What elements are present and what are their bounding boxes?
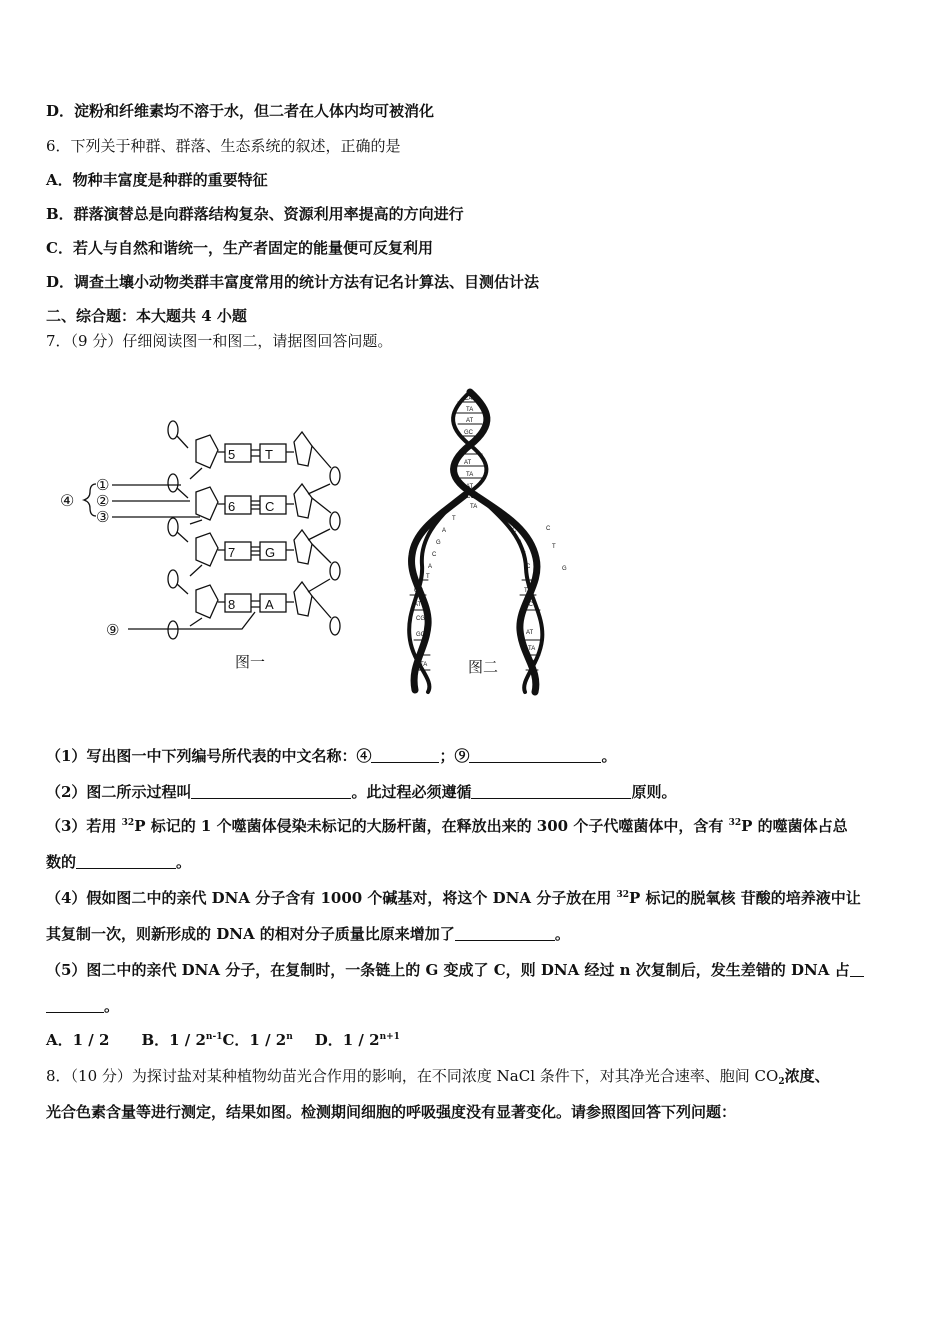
pair-label: TA	[524, 588, 532, 594]
subscript: 2	[778, 1077, 785, 1087]
option-6a: A．物种丰富度是种群的重要特征	[46, 171, 268, 189]
callout-1: ①	[96, 477, 110, 494]
pair-label: CG	[528, 660, 537, 666]
q7-part-2-end: 原则。	[631, 783, 677, 801]
answer-blank-mass[interactable]	[455, 926, 555, 941]
pair-label: C	[526, 564, 531, 570]
pair-label: TA	[420, 662, 428, 668]
pair-label: C	[546, 526, 551, 532]
answer-blank-4[interactable]	[371, 748, 439, 763]
nucleotide-number-7: 7	[228, 545, 236, 560]
pair-label: AT	[464, 460, 472, 466]
q7-part-5-options	[46, 1030, 400, 1050]
pair-label: CG	[416, 616, 425, 622]
question-7: 7．（9 分）仔细阅读图一和图二，请据图回答问题。	[46, 332, 393, 350]
pair-label: T	[452, 516, 456, 522]
pair-label: AT	[526, 630, 534, 636]
option-6c: C．若人与自然和谐统一，生产者固定的能量便可反复利用	[46, 239, 433, 257]
pair-label: TA	[466, 407, 474, 413]
pair-label: A	[428, 564, 433, 570]
nucleotide-number-8: 8	[228, 597, 236, 612]
callout-3: ③	[96, 509, 110, 526]
right-sugars	[294, 432, 312, 616]
answer-blank-error-cont[interactable]	[46, 998, 104, 1013]
option-a[interactable]: A．1 / 2	[46, 1031, 110, 1049]
pair-label: TA	[528, 646, 536, 652]
q7-part-5-cont	[46, 996, 119, 1016]
superscript: 32	[728, 818, 742, 828]
option-6b: B．群落演替总是向群落结构复杂、资源利用率提高的方向进行	[46, 205, 464, 223]
pair-label: GC	[524, 602, 533, 608]
base-label-t: T	[265, 447, 273, 462]
callout-2: ②	[96, 493, 110, 510]
pair-label: TA	[470, 504, 478, 510]
pair-label: AT	[414, 602, 422, 608]
pair-label: TA	[466, 472, 474, 478]
answer-blank-9[interactable]	[469, 748, 601, 763]
q7-part-2-text-b: 。此过程必须遵循	[351, 783, 472, 801]
pair-label: A	[518, 540, 523, 546]
question-8-cont: 光合色素含量等进行测定，结果如图。检测期间细胞的呼吸强度没有显著变化。请参照图回答下列问题：	[46, 1103, 737, 1121]
question-8-text-b: 浓度、	[784, 1067, 830, 1085]
pair-label: GC	[464, 430, 473, 436]
pair-label: AT	[466, 418, 474, 424]
q7-part-4-text-c: 其复制一次，则新形成的 DNA 的相对分子质量比原来增加了	[46, 925, 455, 943]
q7-part-3-text-d: 数的	[46, 853, 77, 871]
pair-label: GC	[414, 588, 423, 594]
pair-label: AT	[466, 484, 474, 490]
q7-part-5-end: 。	[104, 997, 120, 1015]
section-2-heading: 二、综合题：本大题共 4 小题	[46, 307, 247, 325]
pair-label: CG	[466, 494, 475, 500]
answer-blank-principle[interactable]	[471, 784, 631, 799]
base-label-g: G	[265, 545, 276, 560]
q7-part-4-cont	[46, 924, 570, 944]
q7-part-1-text-b: ；⑨	[439, 747, 470, 765]
callout-4: ④	[60, 493, 75, 510]
pair-label: G	[562, 566, 567, 572]
question-8	[46, 1066, 830, 1086]
left-sugars	[196, 435, 218, 618]
base-label-a: A	[265, 597, 274, 612]
pair-label: C	[512, 528, 517, 534]
q7-part-4-text-b: P 标记的脱氧核 苷酸的培养液中让	[629, 889, 861, 907]
pair-label: T	[426, 574, 430, 580]
pair-label: G	[502, 516, 507, 522]
q7-part-5	[46, 960, 864, 980]
q7-part-3-text-c: P 的噬菌体占总	[741, 817, 848, 835]
figure-1-caption: 图一	[235, 653, 266, 671]
pair-label: A	[442, 528, 447, 534]
pair-label: CA	[464, 396, 473, 402]
superscript: n+1	[379, 1032, 400, 1042]
q7-part-1	[46, 746, 616, 766]
option-c[interactable]: C．1 / 2	[222, 1031, 287, 1049]
pair-label: T	[552, 544, 556, 550]
figure-1-dna-structure	[84, 421, 340, 639]
pair-label: GC	[416, 632, 425, 638]
answer-blank-error[interactable]	[850, 962, 864, 977]
answer-blank-process[interactable]	[191, 784, 351, 799]
pair-label: A	[490, 506, 495, 512]
q7-part-4-end: 。	[554, 925, 570, 943]
q7-part-2-text: （2）图二所示过程叫	[46, 783, 192, 801]
q7-part-3-cont	[46, 852, 191, 872]
question-8-text: 8．（10 分）为探讨盐对某种植物幼苗光合作用的影响，在不同浓度 NaCl 条件下，对其净光合速率、胞间 CO	[46, 1067, 779, 1085]
q7-part-2	[46, 782, 676, 802]
question-6: 6．下列关于种群、群落、生态系统的叙述，正确的是	[46, 137, 401, 155]
right-backbone	[308, 446, 340, 635]
callout-9: ⑨	[106, 622, 120, 639]
q7-part-3	[46, 816, 848, 836]
q7-part-3-text-b: P 标记的 1 个噬菌体侵染未标记的大肠杆菌，在释放出来的 300 个子代噬菌体中，含有	[134, 817, 729, 835]
dna-figures	[50, 380, 590, 700]
q7-part-3-end: 。	[176, 853, 192, 871]
superscript: 32	[616, 890, 629, 900]
q7-part-4-text: （4）假如图二中的亲代 DNA 分子含有 1000 个碱基对，将这个 DNA 分子放在用	[46, 889, 617, 907]
q7-part-3-text: （3）若用	[46, 817, 122, 835]
answer-blank-fraction[interactable]	[76, 854, 176, 869]
option-6d: D．调查土壤小动物类群丰富度常用的统计方法有记名计算法、目测估计法	[46, 273, 540, 291]
nucleotide-number-5: 5	[228, 447, 236, 462]
base-label-c: C	[265, 499, 275, 514]
option-5d: D．淀粉和纤维素均不溶于水，但二者在人体内均可被消化	[46, 102, 435, 120]
q7-part-5-text: （5）图二中的亲代 DNA 分子，在复制时，一条链上的 G 变成了 C，则 DNA 经过 n 次复制后，发生差错的 DNA 占	[46, 961, 850, 979]
figure-2-caption: 图二	[468, 658, 499, 676]
q7-part-4	[46, 888, 861, 908]
option-d[interactable]: D．1 / 2	[314, 1031, 380, 1049]
superscript: 32	[121, 818, 135, 828]
q7-part-1-end: 。	[601, 747, 617, 765]
figure-2-dna-replication	[409, 392, 542, 692]
left-backbone	[168, 421, 202, 639]
nucleotide-number-6: 6	[228, 499, 236, 514]
q7-part-1-text: （1）写出图一中下列编号所代表的中文名称：④	[46, 747, 372, 765]
pair-label: G	[436, 540, 441, 546]
pair-label: T	[522, 552, 526, 558]
option-b[interactable]: B．1 / 2	[141, 1031, 206, 1049]
pair-label: C	[432, 552, 437, 558]
superscript: n-1	[205, 1032, 223, 1042]
superscript: n	[286, 1032, 293, 1042]
